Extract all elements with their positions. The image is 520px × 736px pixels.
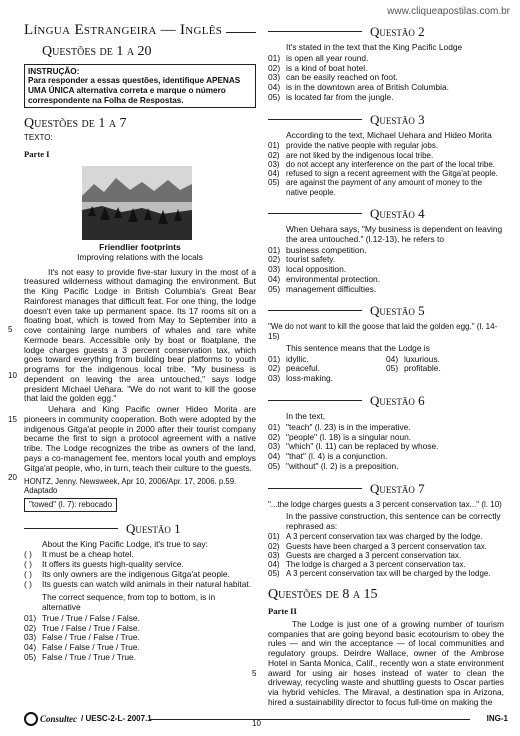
question-7-options <box>268 532 504 578</box>
instruction-box <box>24 64 256 109</box>
question-5-header <box>268 303 504 318</box>
question-3-label: Questão 3 <box>370 111 425 127</box>
option-item[interactable] <box>268 285 504 295</box>
divider <box>24 528 118 529</box>
option-number: 03) <box>268 72 281 83</box>
divider <box>268 31 362 32</box>
subject-title: Língua Estrangeira — Inglês <box>24 22 223 38</box>
option-number: 02) <box>268 541 280 551</box>
line-number: 20 <box>8 472 17 482</box>
statement-mark: ( ) <box>24 578 32 589</box>
option-number: 04) <box>268 560 280 570</box>
footer-rule <box>150 719 470 720</box>
lake-landscape-image <box>82 166 192 240</box>
question-1-instruction: The correct sequence, from top to bottom, is in alternative <box>42 592 216 613</box>
question-7-quote: "...the lodge charges guests a 3 percent conservation tax..." (l. 10) <box>268 499 502 509</box>
question-6-options <box>268 423 504 472</box>
option-item[interactable] <box>268 532 504 541</box>
lodge-photo <box>82 166 192 240</box>
site-url[interactable]: www.cliqueapostilas.com.br <box>387 6 510 17</box>
question-6-label: Questão 6 <box>370 392 425 408</box>
option-item[interactable] <box>24 653 256 663</box>
option-text: idyllic. <box>286 353 309 364</box>
option-number: 04) <box>268 451 281 462</box>
section-title-8-15: Questões de 8 a 15 <box>268 586 378 602</box>
option-text: provide the native people with regular jobs. <box>286 141 439 151</box>
option-text: "which" (l. 11) can be replaced by whose. <box>286 441 439 452</box>
publisher-logo <box>24 712 152 726</box>
line-number: 10 <box>8 370 17 380</box>
option-text: luxurious. <box>404 353 440 364</box>
question-3-options <box>268 141 504 197</box>
option-item[interactable] <box>268 169 504 178</box>
question-4-options <box>268 246 504 295</box>
option-number: 02) <box>268 363 281 374</box>
question-1-options <box>24 614 256 663</box>
divider <box>268 213 362 214</box>
option-item[interactable] <box>268 560 504 569</box>
option-number: 05) <box>268 178 280 188</box>
option-text: local opposition. <box>286 264 347 275</box>
option-number: 04) <box>386 353 399 364</box>
option-text: True / True / False / False. <box>42 612 140 623</box>
option-text: do not accept any interference on the part of the local tribe. <box>286 159 496 169</box>
option-item[interactable] <box>268 178 504 197</box>
option-text: is a kind of boat hotel. <box>286 62 368 73</box>
option-text: can be easily reached on foot. <box>286 72 398 83</box>
option-number: 03) <box>268 373 281 384</box>
question-6-stem: In the text, <box>286 411 326 422</box>
question-3-stem: According to the text, Michael Uehara and Hideo Morita <box>286 129 492 140</box>
logo-text: Consultec <box>40 713 78 724</box>
option-number: 01) <box>24 612 37 623</box>
option-number: 04) <box>268 169 280 179</box>
section-title-1-7: Questões de 1 a 7 <box>24 116 127 132</box>
question-1-header <box>24 521 256 536</box>
option-text: Guests have been charged a 3 percent conservation tax. <box>286 541 488 551</box>
question-2-stem: It's stated in the text that the King Pacific Lodge <box>286 42 463 53</box>
statement-text: It must be a cheap hotel. <box>42 549 134 560</box>
question-1-label: Questão 1 <box>126 520 181 536</box>
option-number: 03) <box>268 441 281 452</box>
option-number: 03) <box>268 159 280 169</box>
divider <box>268 400 362 401</box>
option-number: 01) <box>268 52 281 63</box>
photo-caption <box>24 243 256 263</box>
option-text: loss-making. <box>286 373 334 384</box>
gloss-box: "towed" (l. 7): rebocado <box>24 498 117 511</box>
option-text: The lodge is charged a 3 percent conservation tax. <box>286 560 466 570</box>
statement-mark: ( ) <box>24 559 32 570</box>
option-number: 03) <box>268 264 281 275</box>
option-number: 04) <box>268 82 281 93</box>
option-number: 04) <box>268 273 281 284</box>
option-item[interactable] <box>268 542 504 551</box>
option-number: 01) <box>268 353 281 364</box>
subject-rule <box>226 32 256 33</box>
option-item[interactable] <box>268 93 504 103</box>
line-number: 10 <box>252 718 261 728</box>
instruction-title: INSTRUÇÃO: <box>28 66 80 76</box>
question-5-quote: "We do not want to kill the goose that laid the golden egg." (l. 14-15) <box>268 322 498 341</box>
option-text: peaceful. <box>286 363 320 374</box>
passage-paragraph: Uehara and King Pacific owner Hideo Morita are pioneers in community cooperation. Both were adopted by the indigenous Gitga'at people in 2000 after their tourist company became the first to sign a protocol agreement with a native tribe. The Lodge recognizes the tribe as owners of the land, pays a co-management fee, mentors local youth and employs Gitga'at people, who, in turn, teach their culture to the guests. <box>24 404 256 473</box>
source-citation: HONTZ, Jenny. Newsweek, Apr 10, 2006/Apr. 17, 2006. p.59. Adaptado <box>24 477 237 496</box>
option-number: 01) <box>268 421 281 432</box>
passage-part-i <box>8 266 256 482</box>
option-text: refused to sign a recent agreement with the Gitga'at people. <box>286 169 498 179</box>
range-title: Questões de 1 a 20 <box>42 44 152 60</box>
option-number: 05) <box>386 363 399 374</box>
question-5-options <box>268 355 504 384</box>
option-text: are against the payment of any amount of money to the native people. <box>286 178 483 197</box>
option-text: Guests are charged a 3 percent conservation tax. <box>286 550 462 560</box>
question-5-label: Questão 5 <box>370 303 425 319</box>
question-6-header <box>268 393 504 408</box>
option-number: 05) <box>268 283 281 294</box>
option-item[interactable] <box>268 462 504 472</box>
option-number: 03) <box>268 550 280 560</box>
question-4-label: Questão 4 <box>370 206 425 221</box>
option-text: "without" (l. 2) is a preposition. <box>286 460 399 471</box>
option-text: False / True / True / True. <box>42 651 137 662</box>
option-text: tourist safety. <box>286 254 336 265</box>
option-number: 01) <box>268 244 281 255</box>
option-item[interactable] <box>268 160 504 169</box>
question-4-stem: When Uehara says, "My business is dependent on leaving the area untouched." (l.12-13), he refers to <box>286 224 503 244</box>
question-2-label: Questão 2 <box>370 24 425 39</box>
passage-paragraph: The Lodge is just one of a growing number of tourism companies that are going beyond basic ecotourism to obey the rules — and win the acceptance — of local communities and regulatory groups. Deirdre Wallace, owner of the Ambrose Hotel in Santa Monica, Calif., recently won a state environment award for using air hoses instead of water to clean the driveway, recycling waste and shuttling guests to Oscar parties via hybrid vehicles. The Miraval, a destination spa in Arizona, hired a sustainability director to focus full-time on making the <box>268 618 504 707</box>
option-text: environmental protection. <box>286 273 381 284</box>
left-column <box>8 22 256 663</box>
question-4-header <box>268 206 504 221</box>
parte-ii-label: Parte II <box>268 605 297 616</box>
question-2-options <box>268 54 504 103</box>
option-item[interactable] <box>386 364 504 374</box>
option-item[interactable] <box>268 151 504 160</box>
statement-mark: ( ) <box>24 549 32 560</box>
option-text: False / False / True / True. <box>42 642 140 653</box>
option-text: business competition. <box>286 244 367 255</box>
page-number: ING-1 <box>486 714 508 724</box>
option-text: "people" (l. 18) is a singular noun. <box>286 431 412 442</box>
question-1-statements <box>24 550 256 589</box>
option-text: are not liked by the indigenous local tribe. <box>286 150 434 160</box>
option-number: 02) <box>24 622 37 633</box>
option-text: profitable. <box>404 363 441 374</box>
line-number: 5 <box>8 324 13 334</box>
option-text: False / True / False / True. <box>42 632 140 643</box>
option-number: 01) <box>268 532 280 542</box>
option-text: A 3 percent conservation tax was charged by the lodge. <box>286 532 483 542</box>
option-number: 05) <box>24 651 37 662</box>
option-text: is located far from the jungle. <box>286 91 394 102</box>
option-text: is open all year round. <box>286 52 369 63</box>
statement-item[interactable] <box>24 580 256 590</box>
question-5-stem: This sentence means that the Lodge is <box>286 342 430 353</box>
question-2-header <box>268 24 504 39</box>
statement-text: It offers its guests high-quality service. <box>42 559 184 570</box>
option-number: 02) <box>268 254 281 265</box>
divider <box>268 119 362 120</box>
option-text: A 3 percent conservation tax will be charged by the lodge. <box>286 569 491 579</box>
divider <box>268 310 362 311</box>
option-text: is in the downtown area of British Columbia. <box>286 82 449 93</box>
option-number: 01) <box>268 141 280 151</box>
option-number: 05) <box>268 569 280 579</box>
exam-code: / UESC-2-L- 2007.1 <box>81 714 152 724</box>
option-number: 02) <box>268 431 281 442</box>
question-1-stem: About the King Pacific Lodge, it's true to say: <box>42 538 208 549</box>
option-text: True / False / True / False. <box>42 622 140 633</box>
option-number: 03) <box>24 632 37 643</box>
option-item[interactable] <box>268 374 386 384</box>
caption-subtitle: Improving relations with the locals <box>77 251 203 262</box>
question-7-label: Questão 7 <box>370 480 425 496</box>
statement-mark: ( ) <box>24 568 32 579</box>
caption-title: Friendlier footprints <box>99 241 181 252</box>
logo-c-icon <box>24 712 38 726</box>
option-item[interactable] <box>268 141 504 150</box>
question-7-header <box>268 481 504 496</box>
divider <box>268 488 362 489</box>
option-number: 02) <box>268 62 281 73</box>
option-text: management difficulties. <box>286 283 377 294</box>
parte-i-label: Parte I <box>24 148 50 159</box>
instruction-text: Para responder a essas questões, identifique APENAS UMA ÚNICA alternativa correta e marque o número correspondente na Folha de Respostas. <box>28 76 241 105</box>
option-number: 02) <box>268 150 280 160</box>
question-7-stem: In the passive construction, this sentence can be correctly rephrased as: <box>286 510 501 531</box>
line-number: 5 <box>252 668 257 678</box>
option-text: "teach" (l. 23) is in the imperative. <box>286 421 411 432</box>
option-text: "that" (l. 4) is a conjunction. <box>286 451 388 462</box>
statement-text: Its guests can watch wild animals in their natural habitat. <box>42 578 252 589</box>
line-number: 15 <box>8 414 17 424</box>
passage-paragraph: It's not easy to provide five-star luxury in the most of a treasured wilderness without damaging the environment. But the King Pacific Lodge in British Columbia's Great Bear Rainforest manages that difficult feat. For one thing, the lodge doesn't even take up permanent space. Its 17 rooms sit on a floating boat, which is towed from May to September into a cove containing large numbers of whales and rare white Kermode bears. Accessible only by boat or floatplane, the lodge charges guests a 3 percent conservation tax, which goes toward everything from building bear platforms to youth programs for the indigenous local tribe. "My business is dependent on leaving the area untouched," says lodge president Michael Uehara. "We do not want to kill the goose that laid the golden egg." <box>24 266 256 404</box>
option-item[interactable] <box>268 551 504 560</box>
option-number: 05) <box>268 460 281 471</box>
option-number: 04) <box>24 642 37 653</box>
question-3-header <box>268 112 504 127</box>
texto-label: TEXTO: <box>24 132 53 142</box>
statement-text: Its only owners are the indigenous Gitga'at people. <box>42 568 230 579</box>
subject-header <box>24 22 256 39</box>
option-item[interactable] <box>268 569 504 578</box>
option-number: 05) <box>268 91 281 102</box>
